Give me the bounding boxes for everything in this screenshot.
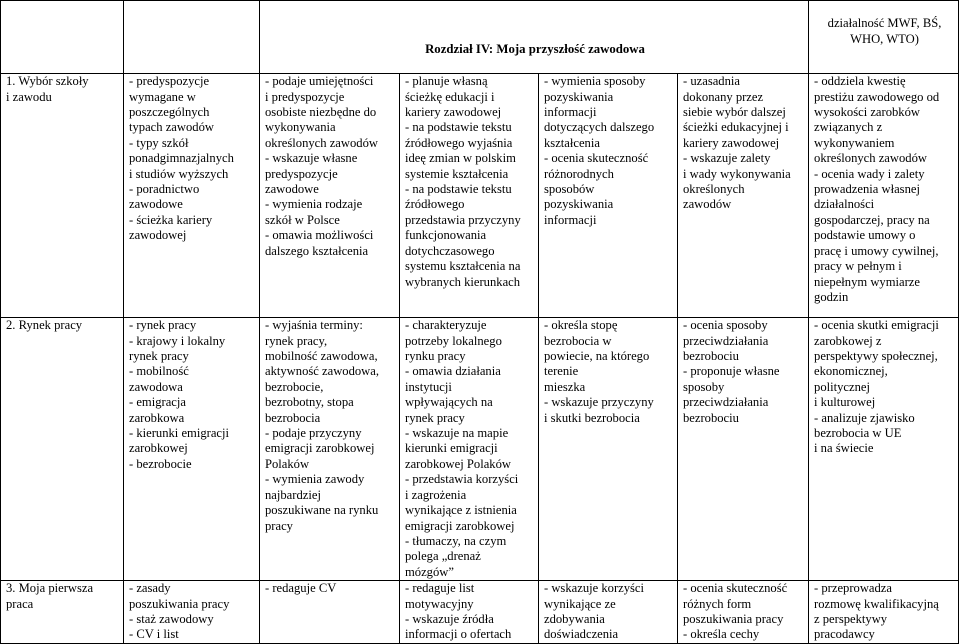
requirement-cell: - ocenia skuteczność różnych form poszukiwania pracy - określa cechy xyxy=(678,581,809,644)
requirement-cell: - uzasadnia dokonany przez siebie wybór dalszej ścieżki edukacyjnej i kariery zawodowej - wskazuje zalety i wady wykonywania określonych zawodów xyxy=(678,74,809,318)
requirement-cell: - wyjaśnia terminy: rynek pracy, mobilność zawodowa, aktywność zawodowa, bezrobocie, bezrobotny, stopa bezrobocia - podaje przyczyny emigracji zarobkowej Polaków - wymienia zawody najbardziej poszukiwane na rynku pracy xyxy=(260,318,400,581)
requirement-cell: - redaguje list motywacyjny - wskazuje źródła informacji o ofertach xyxy=(400,581,539,644)
topic-cell: 1. Wybór szkoły i zawodu xyxy=(1,74,124,318)
table-row xyxy=(1,318,959,581)
requirement-cell: - określa stopę bezrobocia w powiecie, na którego terenie mieszka - wskazuje przyczyny i skutki bezrobocia xyxy=(539,318,678,581)
requirement-cell: - charakteryzuje potrzeby lokalnego rynku pracy - omawia działania instytucji wpływających na rynek pracy - wskazuje na mapie kierunki emigracji zarobkowej Polaków - przedstawia korzyści i zagrożenia wynikające z istnienia emigracji zarobkowej - tłumaczy, na czym polega „drenaż mózgów” xyxy=(400,318,539,581)
content-cell: - predyspozycje wymagane w poszczególnych typach zawodów - typy szkół ponadgimnazjalnych i studiów wyższych - poradnictwo zawodowe - ścieżka kariery zawodowej xyxy=(124,74,260,318)
requirement-cell: - planuje własną ścieżkę edukacji i kariery zawodowej - na podstawie tekstu źródłowego wyjaśnia ideę zmian w polskim systemie kształcenia - na podstawie tekstu źródłowego przedstawia przyczyny funkcjonowania dotychczasowego systemu kształcenia na wybranych kierunkach xyxy=(400,74,539,318)
continuation-row xyxy=(1,1,959,74)
requirement-cell: - ocenia sposoby przeciwdziałania bezrobociu - proponuje własne sposoby przeciwdziałania bezrobociu xyxy=(678,318,809,581)
topic-cell: 3. Moja pierwsza praca xyxy=(1,581,124,644)
requirement-cell: - przeprowadza rozmowę kwalifikacyjną z perspektywy pracodawcy xyxy=(809,581,959,644)
carry-cell-content xyxy=(124,1,260,74)
section-header: Rozdział IV: Moja przyszłość zawodowa xyxy=(425,42,645,57)
requirement-cell: - ocenia skutki emigracji zarobkowej z perspektywy społecznej, ekonomicznej, politycznej i kulturowej - analizuje zjawisko bezrobocia w UE i na świecie xyxy=(809,318,959,581)
table-row xyxy=(1,581,959,644)
requirement-cell: - redaguje CV xyxy=(260,581,400,644)
requirement-cell: - oddziela kwestię prestiżu zawodowego od wysokości zarobków związanych z wykonywaniem określonych zawodów - ocenia wady i zalety prowadzenia własnej działalności gospodarczej, pracy na podstawie umowy o pracę i umowy cywilnej, pracy w pełnym i niepełnym wymiarze godzin xyxy=(809,74,959,318)
content-cell: - zasady poszukiwania pracy - staż zawodowy - CV i list xyxy=(124,581,260,644)
section-header-cell xyxy=(260,1,809,74)
carryover-cell xyxy=(809,1,959,74)
carry-cell-topic xyxy=(1,1,124,74)
content-cell: - rynek pracy - krajowy i lokalny rynek pracy - mobilność zawodowa - emigracja zarobkowa - kierunki emigracji zarobkowej - bezrobocie xyxy=(124,318,260,581)
requirement-cell: - podaje umiejętności i predyspozycje osobiste niezbędne do wykonywania określonych zawodów - wskazuje własne predyspozycje zawodowe - wymienia rodzaje szkół w Polsce - omawia możliwości dalszego kształcenia xyxy=(260,74,400,318)
table-row xyxy=(1,74,959,318)
topic-cell: 2. Rynek pracy xyxy=(1,318,124,581)
carryover-text: działalność MWF, BŚ, WHO, WTO) xyxy=(827,16,942,46)
requirement-cell: - wymienia sposoby pozyskiwania informacji dotyczących dalszego kształcenia - ocenia skuteczność różnorodnych sposobów pozyskiwania informacji xyxy=(539,74,678,318)
requirement-cell: - wskazuje korzyści wynikające ze zdobywania doświadczenia xyxy=(539,581,678,644)
